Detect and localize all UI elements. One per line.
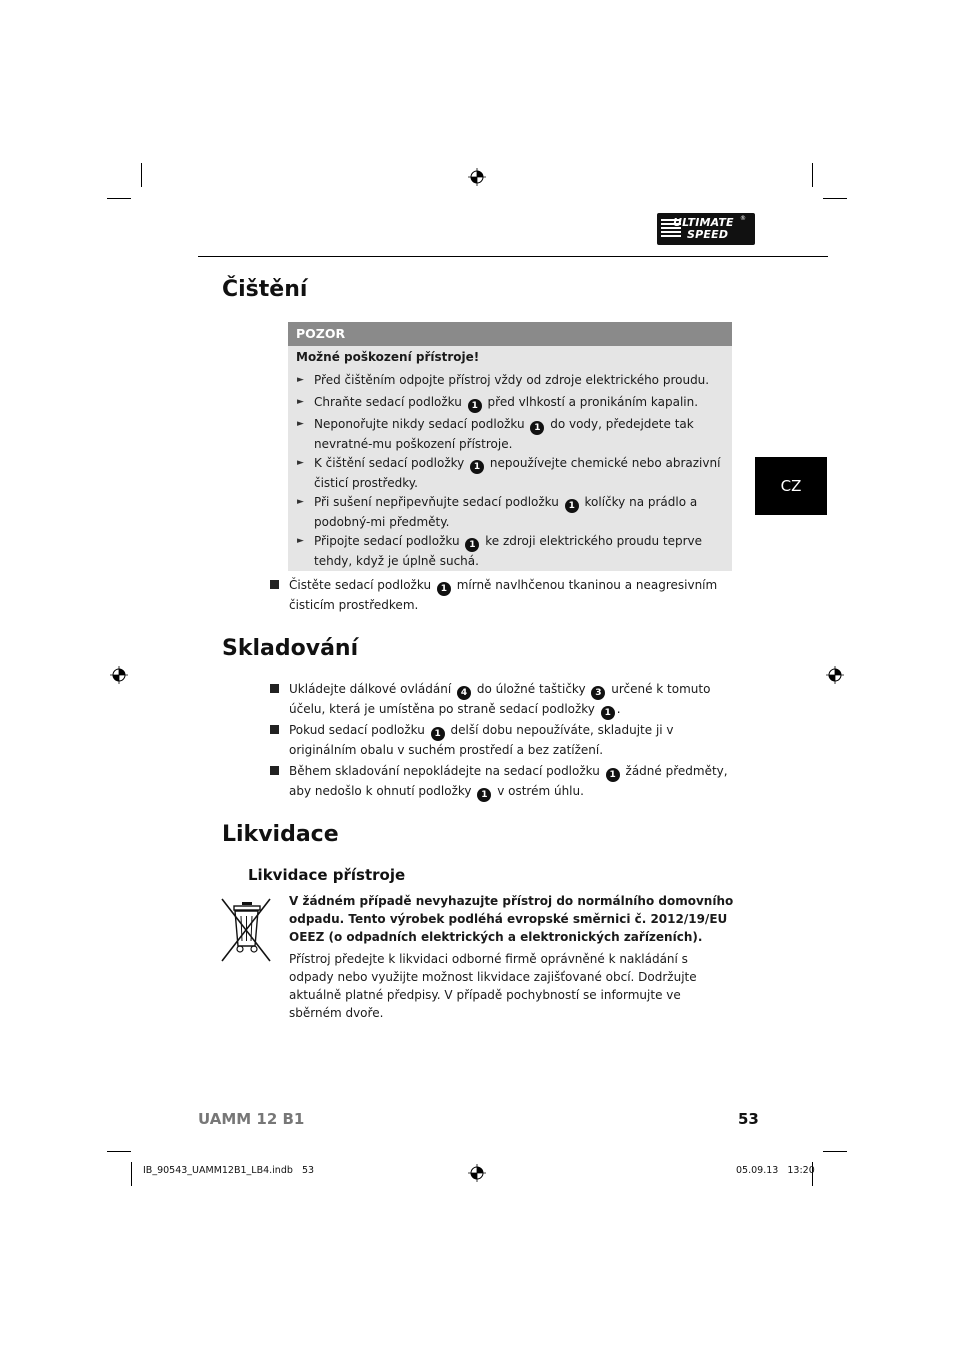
footer-model: UAMM 12 B1: [198, 1110, 305, 1128]
warning-header: POZOR: [288, 322, 732, 346]
disposal-info-text: Přístroj předejte k likvidaci odborné firmě oprávněné k nakládání s odpady nebo využijte možnost likvidace zajišťované obcí. Dodržujte aktuálně platné předpisy. V případě pochybností se informujte ve sběrném dvoře.: [289, 952, 697, 1020]
logo-trademark: ®: [740, 215, 746, 222]
arrow-bullet-icon: ►: [297, 375, 304, 385]
part-number-badge: 1: [437, 582, 451, 596]
registration-mark-icon: [826, 666, 844, 684]
page-number: 53: [738, 1110, 759, 1128]
crop-mark: [131, 1162, 132, 1186]
storage-item: Ukládejte dálkové ovládání 4 do úložné taštičky 3 určené k tomuto účelu, která je umístěna po straně sedací podložky 1 .: [289, 682, 711, 718]
warning-item: Připojte sedací podložku 1 ke zdroji elektrického proudu teprve tehdy, když je úplně suchá.: [314, 534, 703, 568]
storage-item: Pokud sedací podložku 1 delší dobu nepoužíváte, skladujte ji v originálním obalu v suchém prostředí a bez zatížení.: [289, 723, 674, 757]
disposal-warning-text: V žádném případě nevyhazujte přístroj do normálního domovního odpadu. Tento výrobek podléhá evropské směrnici č. 2012/19/EU OEEZ (o odpadních elektrických a elektronických zařízeních).: [289, 894, 734, 944]
header-rule: [198, 256, 828, 257]
part-number-badge: 1: [565, 499, 579, 513]
warning-item: Neponořujte nikdy sedací podložku 1 do vody, předejdete tak nevratné-mu poškození přístroje.: [314, 417, 694, 451]
part-number-badge: 1: [477, 788, 491, 802]
part-number-badge: 1: [530, 421, 544, 435]
square-bullet-icon: [270, 725, 279, 734]
print-slug-left: IB_90543_UAMM12B1_LB4.indb 53: [143, 1165, 315, 1176]
arrow-bullet-icon: ►: [297, 458, 304, 468]
crop-mark: [107, 1151, 131, 1152]
arrow-bullet-icon: ►: [297, 497, 304, 507]
language-tab: CZ: [755, 457, 827, 515]
print-slug-right: 05.09.13 13:20: [736, 1165, 815, 1176]
square-bullet-icon: [270, 766, 279, 775]
part-number-badge: 1: [431, 727, 445, 741]
subsection-title-device-disposal: Likvidace přístroje: [248, 866, 406, 884]
brand-logo: [657, 213, 755, 245]
part-number-badge: 1: [601, 706, 615, 720]
warning-item: Při sušení nepřipevňujte sedací podložku 1 kolíčky na prádlo a podobný-mi předměty.: [314, 495, 698, 529]
crop-mark: [823, 198, 847, 199]
registration-mark-icon: [110, 666, 128, 684]
registration-mark-icon: [468, 1164, 486, 1182]
warning-item: Chraňte sedací podložku 1 před vlhkostí a pronikáním kapalin.: [314, 395, 699, 411]
part-number-badge: 1: [470, 460, 484, 474]
section-title-disposal: Likvidace: [222, 822, 339, 847]
registration-mark-icon: [468, 168, 486, 186]
crossed-out-wheelie-bin-icon: [218, 896, 274, 964]
warning-box: [288, 322, 732, 571]
cleaning-instruction: Čistěte sedací podložku 1 mírně navlhčenou tkaninou a neagresivním čisticím prostředkem.: [289, 578, 718, 612]
crop-mark: [823, 1151, 847, 1152]
part-number-badge: 1: [468, 399, 482, 413]
section-title-cleaning: Čištění: [222, 277, 308, 302]
part-number-badge: 1: [606, 768, 620, 782]
square-bullet-icon: [270, 580, 279, 589]
storage-item: Během skladování nepokládejte na sedací podložku 1 žádné předměty, aby nedošlo k ohnutí podložky 1 v ostrém úhlu.: [289, 764, 728, 800]
arrow-bullet-icon: ►: [297, 536, 304, 546]
square-bullet-icon: [270, 684, 279, 693]
crop-mark: [107, 198, 131, 199]
part-number-badge: 3: [591, 686, 605, 700]
part-number-badge: 1: [465, 538, 479, 552]
logo-line2: SPEED: [687, 228, 729, 241]
warning-item: Před čištěním odpojte přístroj vždy od zdroje elektrického proudu.: [314, 373, 710, 387]
arrow-bullet-icon: ►: [297, 419, 304, 429]
section-title-storage: Skladování: [222, 636, 359, 661]
crop-mark: [812, 163, 813, 187]
arrow-bullet-icon: ►: [297, 397, 304, 407]
warning-item: K čištění sedací podložky 1 nepoužívejte chemické nebo abrazivní čisticí prostředky.: [314, 456, 721, 490]
part-number-badge: 4: [457, 686, 471, 700]
logo-line1: ULTIMATE: [673, 216, 734, 229]
crop-mark: [141, 163, 142, 187]
warning-subtitle: Možné poškození přístroje!: [296, 350, 480, 364]
